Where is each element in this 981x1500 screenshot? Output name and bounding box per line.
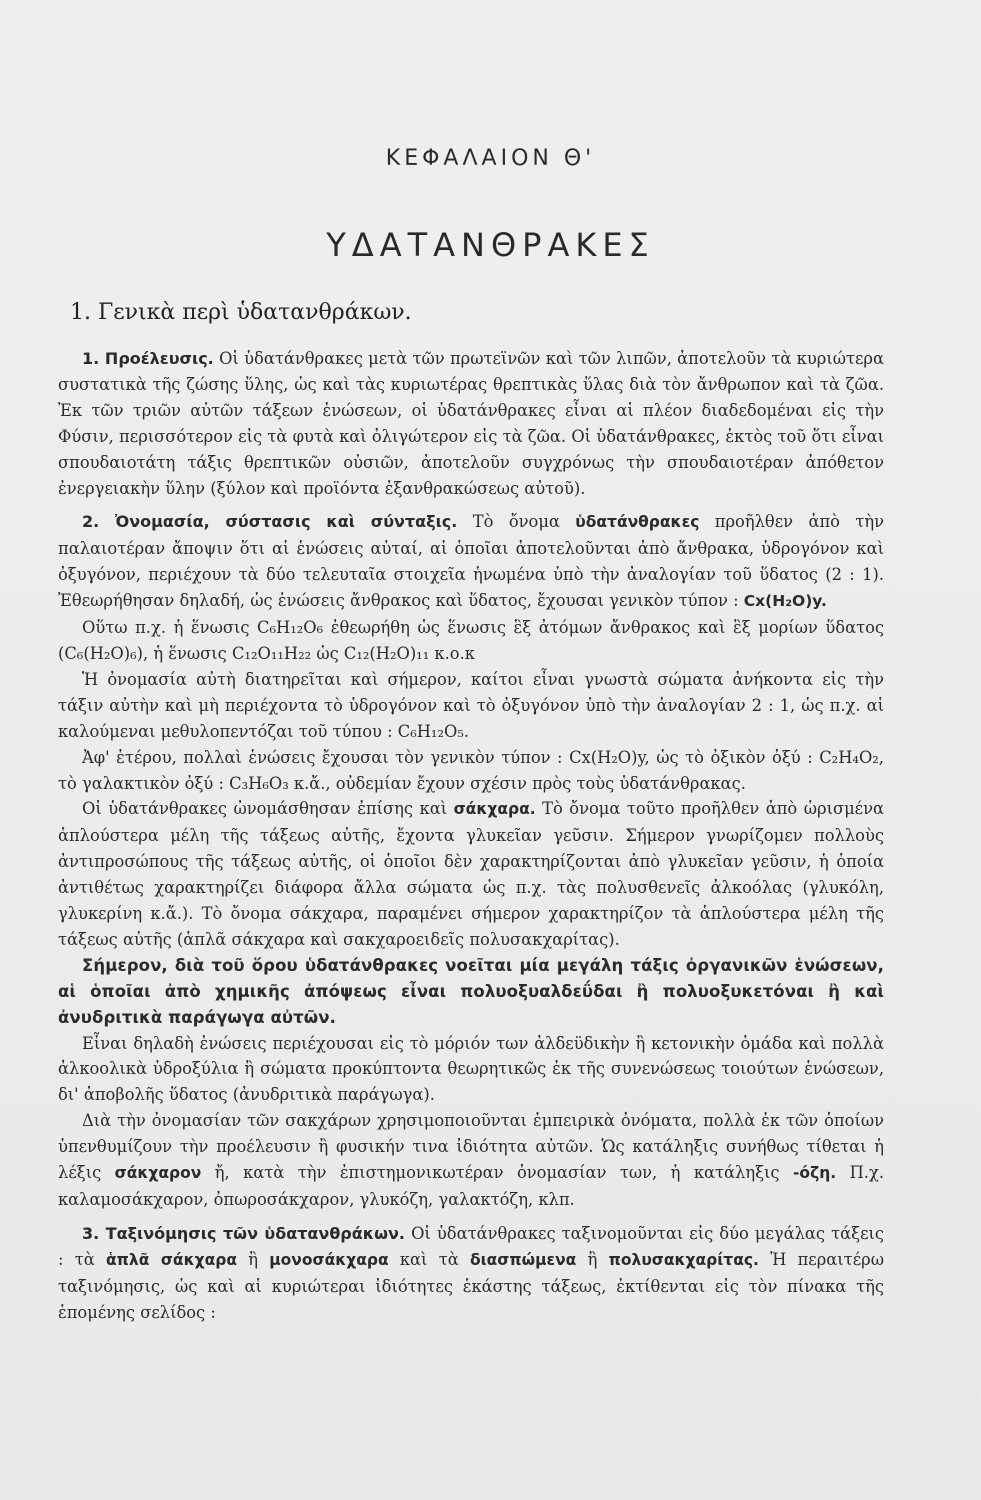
- bold-term: σάκχαρα.: [453, 800, 536, 819]
- paragraph-text: Οἱ ὑδατάνθρακες ὠνομάσθησαν ἐπίσης καὶ: [82, 799, 454, 819]
- body-text: [58, 346, 884, 1326]
- subsection-heading: 3. Ταξινόμησις τῶν ὑδατανθράκων.: [82, 1223, 406, 1243]
- subsection-heading: 1. Προέλευσις.: [82, 349, 214, 368]
- paragraph-example: Οὕτω π.χ. ἡ ἕνωσις C₆H₁₂O₆ ἐθεωρήθη ὡς ἕνωσις ἓξ ἀτόμων ἄνθρακος καὶ ἓξ μορίων ὕδατος (C₆(H₂O)₆), ἡ ἕνωσις C₁₂O₁₁H₂₂ ὡς C₁₂(H₂O)₁₁ κ.ο.κ: [58, 618, 884, 663]
- bold-term: ὑδατάνθρακες: [575, 513, 700, 532]
- paragraph-naming-kept: Ἡ ὀνομασία αὐτὴ διατηρεῖται καὶ σήμερον, καίτοι εἶναι γνωστὰ σώματα ἀνήκοντα εἰς τὴν τάξιν αὐτὴν καὶ μὴ περιέχοντα τὸ ὑδρογόνον καὶ τὸ ὀξυγόνον ὑπὸ τὴν ἀναλογίαν 2 : 1, ὡς π.χ. αἱ καλούμεναι μεθυλοπεντόζαι τοῦ τύπου : C₆H₁₂O₅.: [58, 669, 884, 741]
- bold-term: -όζη.: [792, 1164, 837, 1183]
- chapter-label: ΚΕΦΑΛΑΙΟΝ Θ': [385, 146, 596, 171]
- bold-term: μονοσάκχαρα: [269, 1250, 389, 1269]
- paragraph-counterexample: Ἀφ' ἑτέρου, πολλαὶ ἑνώσεις ἔχουσαι τὸν γενικὸν τύπον : Cx(H₂O)y, ὡς τὸ ὀξικὸν ὀξύ : C₂H₄O₂, τὸ γαλακτικὸν ὀξύ : C₃H₆O₃ κ.ἄ., οὐδεμίαν ἔχουν σχέσιν πρὸς τοὺς ὑδατάνθρακας.: [58, 747, 884, 793]
- paragraph-nomenclature: [58, 1108, 884, 1213]
- paragraph-text: καὶ τὰ: [388, 1249, 470, 1269]
- paragraph-text: Διὰ τὴν ὀνομασίαν τῶν σακχάρων χρησιμοποιοῦνται ἐμπειρικὰ ὀνόματα, πολλὰ ἐκ τῶν ὁποίων ὑπενθυμίζουν τὴν προέλευσιν ἢ φυσικήν τινα ἰδιότητα αὐτῶν. Ὡς κατάληξις συνήθως τίθεται ἡ λέξις: [58, 1111, 884, 1183]
- bold-term: πολυσακχαρίτας.: [608, 1250, 759, 1269]
- paragraph-classification: [58, 1221, 884, 1326]
- paragraph-text: Τὸ ὄνομα τοῦτο προῆλθεν ἀπὸ ὡρισμένα ἁπλούστερα μέλη τῆς τάξεως αὐτῆς, ἔχοντα γλυκεῖαν γεῦσιν. Σήμερον γνωρίζομεν πολλοὺς ἀντιπροσώπους τῆς τάξεως αὐτῆς, οἱ ὁποῖοι δὲν χαρακτηρίζονται ἀπὸ γλυκεῖαν γεῦσιν, ἡ ὁποία ἀντιθέτως χαρακτηρίζει διάφορα ἄλλα σώματα ὡς π.χ. τὰς πολυσθενεῖς ἀλκοόλας (γλυκόλη, γλυκερίνη κ.ἄ.). Τὸ ὄνομα σάκχαρα, παραμένει σήμερον χαρακτηρίζον τὰ ἁπλούστερα μέλη τῆς τάξεως αὐτῆς (ἁπλᾶ σάκχαρα καὶ σακχαροειδεῖς πολυσακχαρίτας).: [58, 799, 884, 949]
- paragraph-text: προῆλθεν ἀπὸ τὴν παλαιοτέραν ἄποψιν ὅτι αἱ ἑνώσεις αὐταί, αἱ ὁποῖαι ἀποτελοῦνται ἀπὸ ἄνθρακα, ὑδρογόνον καὶ ὀξυγόνον, περιέχουν τὰ δύο τελευταῖα στοιχεῖα ἡνωμένα ὑπὸ τὴν ἀναλογίαν τοῦ ὕδατος (2 : 1). Ἐθεωρήθησαν δηλαδή, ὡς ἑνώσεις ἄνθρακος καὶ ὕδατος, ἔχουσαι γενικὸν τύπον :: [58, 512, 885, 611]
- subsection-heading: 2. Ὀνομασία, σύστασις καὶ σύνταξις.: [82, 512, 458, 532]
- paragraph-text: Οἱ ὑδατάνθρακες ταξινομοῦνται εἰς δύο μεγάλας τάξεις : τὰ: [58, 1223, 885, 1269]
- paragraph-text: ἢ: [576, 1249, 609, 1269]
- chapter-title: ΥΔΑΤΑΝΘΡΑΚΕΣ: [326, 226, 655, 264]
- paragraph-sugars: [58, 796, 884, 952]
- formula: Cx(H₂O)y.: [743, 592, 827, 611]
- bold-term: ἁπλᾶ σάκχαρα: [106, 1250, 237, 1269]
- paragraph-explanation: Εἶναι δηλαδὴ ἑνώσεις περιέχουσαι εἰς τὸ μόριόν των ἀλδεϋδικὴν ἢ κετονικὴν ὁμάδα καὶ πολλὰ ἀλκοολικὰ ὑδροξύλια ἢ σώματα προκύπτοντα θεωρητικῶς ἐκ τῆς συνενώσεως τοιούτων ἑνώσεων, δι' ἀποβολῆς ὕδατος (ἀνυδριτικὰ παράγωγα).: [58, 1033, 884, 1105]
- section-heading: 1. Γενικὰ περὶ ὑδατανθράκων.: [70, 300, 412, 325]
- paragraph-text: Οἱ ὑδατάνθρακες μετὰ τῶν πρωτεϊνῶν καὶ τῶν λιπῶν, ἀποτελοῦν τὰ κυριώτερα συστατικὰ τῆς ζώσης ὕλης, ὡς καὶ τὰς κυριωτέρας θρεπτικὰς ὕλας διὰ τὸν ἄνθρωπον καὶ τὰ ζῶα. Ἐκ τῶν τριῶν αὐτῶν τάξεων ἑνώσεων, οἱ ὑδατάνθρακες εἶναι αἱ πλέον διαδεδομέναι εἰς τὴν Φύσιν, περισσότερον εἰς τὰ φυτὰ καὶ ὀλιγώτερον εἰς τὰ ζῶα. Οἱ ὑδατάνθρακες, ἐκτὸς τοῦ ὅτι εἶναι σπουδαιοτάτη τάξις θρεπτικῶν οὐσιῶν, ἀποτελοῦν συγχρόνως τὴν σπουδαιοτέραν ἀπόθετον ἐνεργειακὴν ὕλην (ξύλον καὶ προϊόντα ἐξανθρακώσεως αὐτοῦ).: [58, 349, 884, 498]
- paragraph-text: Τὸ ὄνομα: [457, 512, 576, 532]
- paragraph-origin: [58, 346, 884, 501]
- bold-term: διασπώμενα: [469, 1250, 577, 1269]
- paragraph-naming: [58, 509, 884, 615]
- paragraph-definition: Σήμερον, διὰ τοῦ ὅρου ὑδατάνθρακες νοεῖται μία μεγάλη τάξις ὀργανικῶν ἑνώσεων, αἱ ὁποῖαι ἀπὸ χημικῆς ἀπόψεως εἶναι πολυοξυαλδεΰδαι ἢ πολυοξυκετόναι ἢ καὶ ἀνυδριτικὰ παράγωγα αὐτῶν.: [58, 955, 884, 1027]
- paragraph-text: ἤ, κατὰ τὴν ἐπιστημονικωτέραν ὀνομασίαν των, ἡ κατάληξις: [201, 1163, 793, 1183]
- paragraph-text: ἢ: [236, 1249, 270, 1269]
- bold-term: σάκχαρον: [114, 1164, 202, 1183]
- paragraph-text: Π.χ. καλαμοσάκχαρον, ὀπωροσάκχαρον, γλυκόζη, γαλακτόζη, κλπ.: [58, 1163, 884, 1209]
- paragraph-text: Ἡ περαιτέρω ταξινόμησις, ὡς καὶ αἱ κυριώτεραι ἰδιότητες ἑκάστης τάξεως, ἐκτίθενται εἰς τὸν πίνακα τῆς ἑπομένης σελίδος :: [58, 1249, 884, 1322]
